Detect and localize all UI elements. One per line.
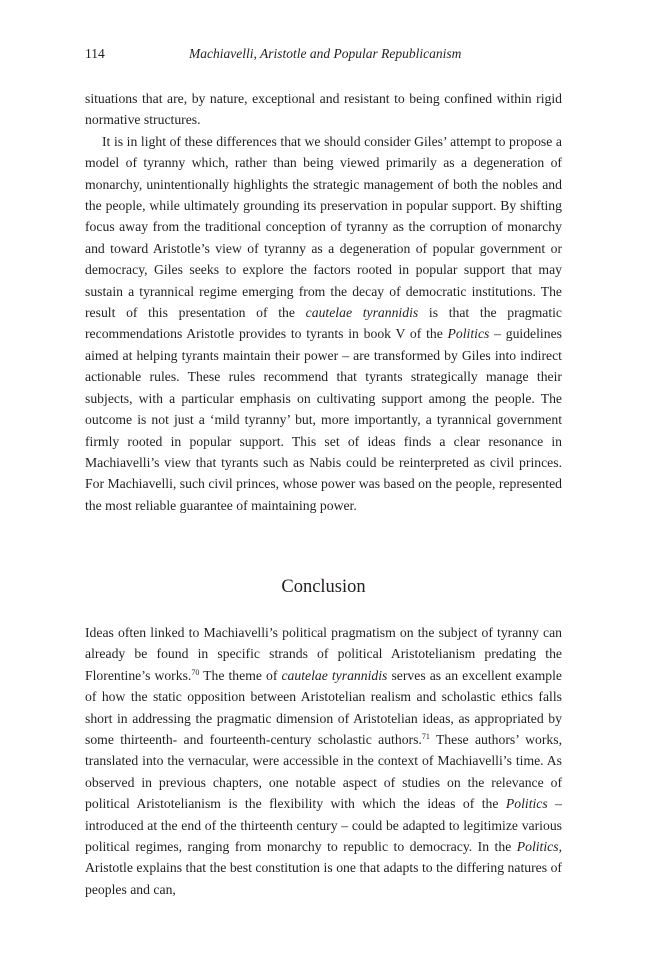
italic-text: cautelae tyrannidis	[305, 305, 419, 321]
paragraph-giles-tyranny	[85, 131, 562, 516]
italic-text: Politics	[505, 796, 548, 812]
footnote-ref: 71	[421, 732, 430, 742]
text-run: situations that are, by nature, exceptional and resistant to being confined within rigid normative structures.	[85, 91, 562, 128]
text-run: is that the pragmatic recommendations Aristotle provides to tyrants in book V of the	[85, 305, 563, 342]
text-run: These authors’ works, translated into the vernacular, were accessible in the context of Machiavelli’s time. As observed in previous chapters, one notable aspect of studies on the relevance of political Aristotelianism is the flexibility with which the ideas of the	[85, 732, 562, 812]
text-run: The theme of	[199, 667, 282, 683]
text-run: – guidelines aimed at helping tyrants maintain their power – are transformed by Giles into indirect actionable rules. These rules recommend that tyrants strategically manage their subjects, with a particular emphasis on cultivating support among the people. The outcome is not just a ‘mild tyranny’ but, more importantly, a tyrannical government firmly rooted in popular support. This set of ideas finds a clear resonance in Machiavelli’s view that tyrants such as Nabis could be reinterpreted as civil princes. For Machiavelli, such civil princes, whose power was based on the people, represented the most reliable guarantee of maintaining power.	[85, 326, 562, 513]
footnote-ref: 70	[191, 667, 200, 677]
italic-text: Politics	[516, 839, 559, 855]
section-heading: Conclusion	[281, 577, 366, 597]
running-head	[85, 44, 562, 64]
body-text-conclusion	[85, 622, 562, 900]
text-run: , Aristotle explains that the best constitution is one that adapts to the differing natures of peoples and can,	[85, 839, 562, 897]
italic-text: cautelae tyrannidis	[281, 667, 388, 683]
italic-text: Politics	[447, 326, 490, 342]
running-title: Machiavelli, Aristotle and Popular Republicanism	[189, 46, 462, 61]
text-run: It is in light of these differences that we should consider Giles’ attempt to propose a model of tyranny which, rather than being viewed primarily as a degeneration of monarchy, unintentionally highlights the strategic management of both the nobles and the people, while ultimately grounding its preservation in popular support. By shifting focus away from the traditional conception of tyranny as the corruption of monarchy and toward Aristotle’s view of tyranny as a degeneration of popular government or democracy, Giles seeks to explore the factors rooted in popular support that may sustain a tyrannical regime emerging from the decay of democratic institutions. The result of this presentation of the	[85, 133, 562, 321]
body-text-top	[85, 88, 562, 516]
paragraph-continuation	[85, 88, 562, 131]
text-run: – introduced at the end of the thirteenth century – could be adapted to legitimize various political regimes, ranging from monarchy to republic to democracy. In the	[85, 796, 562, 855]
page-number: 114	[85, 46, 105, 61]
text-run: Ideas often linked to Machiavelli’s political pragmatism on the subject of tyranny can already be found in specific strands of political Aristotelianism predating the Florentine’s works.	[85, 625, 562, 683]
paragraph-conclusion	[85, 622, 562, 900]
text-run: serves as an excellent example of how the static opposition between Aristotelian realism and scholastic ethics falls short in addressing the pragmatic dimension of Aristotelian ideas, as appropriated by some thirteenth- and fourteenth-century scholastic authors.	[85, 667, 562, 748]
